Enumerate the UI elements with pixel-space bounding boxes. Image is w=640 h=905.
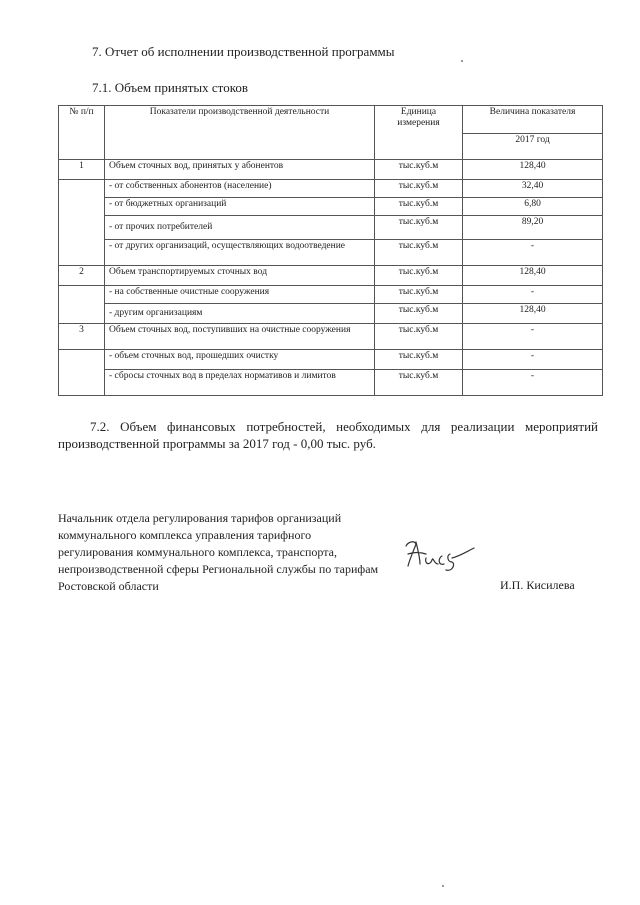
row-unit: тыс.куб.м [375, 350, 463, 370]
row-value: 128,40 [463, 266, 603, 286]
row-number: 2 [59, 266, 105, 286]
row-unit: тыс.куб.м [375, 370, 463, 396]
row-value: - [463, 350, 603, 370]
section-heading-7-1: 7.1. Объем принятых стоков [92, 80, 248, 95]
row-label: Объем сточных вод, принятых у абонентов [105, 160, 375, 180]
col-indicator-header: Показатели производственной деятельности [105, 106, 375, 160]
col-unit-header: Единица измерения [375, 106, 463, 160]
row-value: - [463, 370, 603, 396]
col-value-header: Величина показателя [463, 106, 603, 134]
row-unit: тыс.куб.м [375, 160, 463, 180]
row-label: - сбросы сточных вод в пределах нормативов и лимитов [105, 370, 375, 396]
section-heading-7: 7. Отчет об исполнении производственной программы [92, 44, 395, 59]
row-label: - на собственные очистные сооружения [105, 286, 375, 304]
row-label: - объем сточных вод, прошедших очистку [105, 350, 375, 370]
table-row [59, 180, 603, 198]
row-number-empty [59, 350, 105, 396]
row-unit: тыс.куб.м [375, 216, 463, 240]
row-value: 128,40 [463, 304, 603, 324]
row-value: 6,80 [463, 198, 603, 216]
row-number-empty [59, 180, 105, 266]
scan-speck [461, 60, 463, 62]
row-value: 89,20 [463, 216, 603, 240]
table-row [59, 350, 603, 370]
row-value: - [463, 324, 603, 350]
scan-speck [442, 885, 444, 887]
row-number: 1 [59, 160, 105, 180]
row-label: Объем сточных вод, поступивших на очистные сооружения [105, 324, 375, 350]
signatory-name: И.П. Кисилева [500, 578, 575, 592]
table-row [59, 304, 603, 324]
row-label: - другим организациям [105, 304, 375, 324]
col-num-header: № п/п [59, 106, 105, 160]
signatory-position: Начальник отдела регулирования тарифов организаций коммунального комплекса управления тарифного регулирования коммунального комплекса, транспорта, непроизводственной сферы Региональной службы по тарифам Ростовской области [58, 511, 379, 593]
row-value: - [463, 286, 603, 304]
row-label: - от других организаций, осуществляющих водоотведение [105, 240, 375, 266]
table-row [59, 324, 603, 350]
row-unit: тыс.куб.м [375, 304, 463, 324]
table-row [59, 240, 603, 266]
table-row [59, 160, 603, 180]
table-row [59, 216, 603, 240]
row-value: 128,40 [463, 160, 603, 180]
row-unit: тыс.куб.м [375, 324, 463, 350]
row-value: - [463, 240, 603, 266]
financial-needs-paragraph: 7.2. Объем финансовых потребностей, необходимых для реализации мероприятий производственной программы за 2017 год - 0,00 тыс. руб. [58, 419, 598, 451]
row-unit: тыс.куб.м [375, 266, 463, 286]
row-unit: тыс.куб.м [375, 198, 463, 216]
row-label: Объем транспортируемых сточных вод [105, 266, 375, 286]
row-number: 3 [59, 324, 105, 350]
row-unit: тыс.куб.м [375, 240, 463, 266]
row-label: - от собственных абонентов (население) [105, 180, 375, 198]
col-year-header: 2017 год [463, 134, 603, 160]
row-label: - от бюджетных организаций [105, 198, 375, 216]
row-value: 32,40 [463, 180, 603, 198]
table-row [59, 370, 603, 396]
handwritten-signature [400, 536, 480, 580]
table-row [59, 266, 603, 286]
table-row [59, 286, 603, 304]
table-row [59, 198, 603, 216]
row-number-empty [59, 286, 105, 324]
row-unit: тыс.куб.м [375, 180, 463, 198]
row-label: - от прочих потребителей [105, 216, 375, 240]
row-unit: тыс.куб.м [375, 286, 463, 304]
effluent-volume-table [58, 105, 603, 396]
